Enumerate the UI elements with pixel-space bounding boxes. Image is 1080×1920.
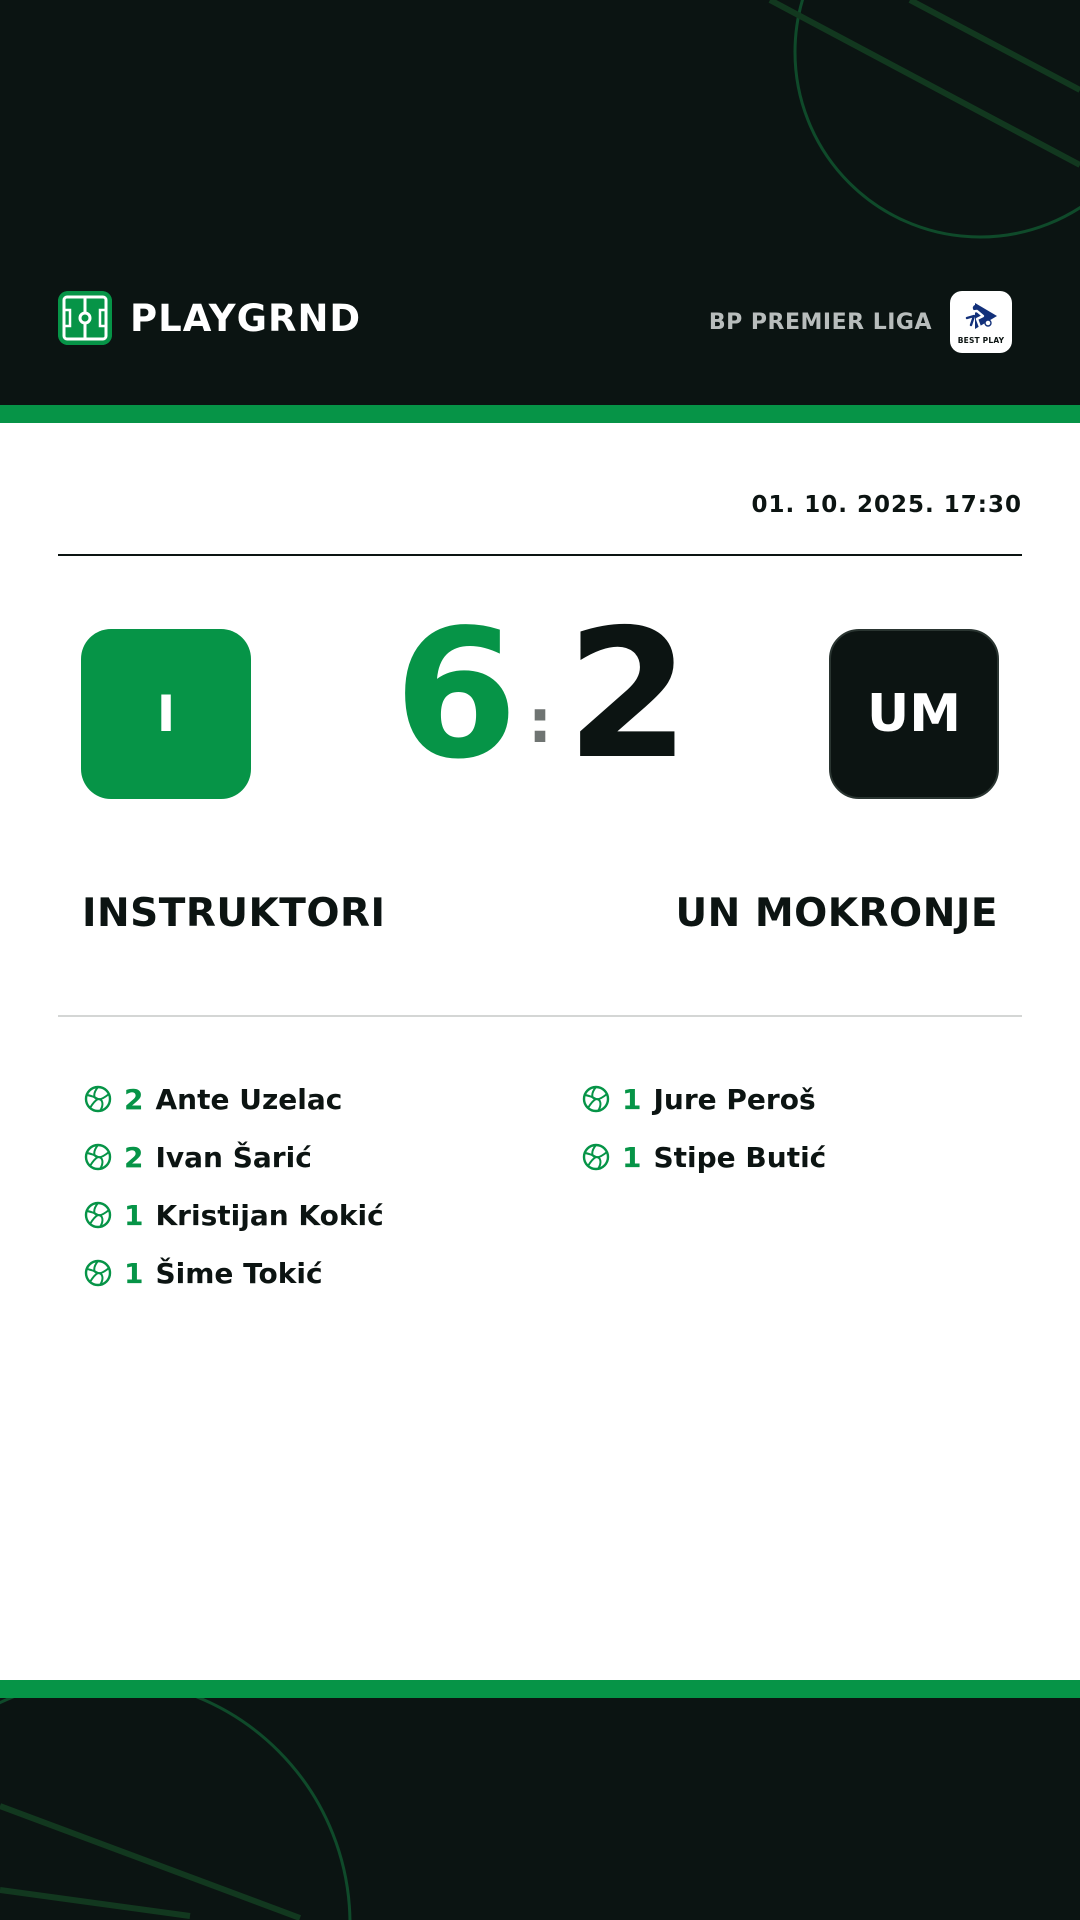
scorer-row bbox=[84, 1244, 524, 1302]
scorer-goals: 1 bbox=[622, 1140, 642, 1174]
football-icon bbox=[84, 1085, 112, 1113]
football-icon bbox=[582, 1085, 610, 1113]
home-team-badge: I bbox=[81, 629, 251, 799]
away-team-badge: UM bbox=[829, 629, 999, 799]
best-play-logo-icon bbox=[963, 299, 999, 333]
scorer-goals: 2 bbox=[124, 1082, 144, 1116]
brand bbox=[58, 291, 361, 345]
scorer-goals: 1 bbox=[124, 1198, 144, 1232]
football-pitch-icon bbox=[58, 291, 112, 345]
scorer-name: Ivan Šarić bbox=[155, 1140, 312, 1174]
league bbox=[709, 291, 1012, 353]
score-separator: : bbox=[528, 687, 552, 757]
scorer-name: Stipe Butić bbox=[653, 1140, 827, 1174]
scorer-row bbox=[84, 1186, 524, 1244]
football-icon bbox=[84, 1259, 112, 1287]
header bbox=[0, 0, 1080, 405]
league-logo-text: BEST PLAY bbox=[957, 336, 1005, 345]
header-accent-stripe bbox=[0, 405, 1080, 423]
scorer-goals: 2 bbox=[124, 1140, 144, 1174]
divider bbox=[58, 554, 1022, 556]
scorer-name: Ante Uzelac bbox=[155, 1082, 343, 1116]
scorer-row bbox=[582, 1128, 1022, 1186]
scorer-row bbox=[582, 1070, 1022, 1128]
footer-accent-stripe bbox=[0, 1680, 1080, 1698]
league-logo bbox=[950, 291, 1012, 353]
football-icon bbox=[582, 1143, 610, 1171]
home-scorers-list bbox=[84, 1070, 524, 1302]
scorer-name: Šime Tokić bbox=[155, 1256, 323, 1290]
pitch-lines-decoration bbox=[0, 1698, 1080, 1920]
footer bbox=[0, 1698, 1080, 1920]
away-score: 2 bbox=[566, 591, 690, 798]
football-icon bbox=[84, 1201, 112, 1229]
scorer-name: Kristijan Kokić bbox=[155, 1198, 384, 1232]
football-icon bbox=[84, 1143, 112, 1171]
away-scorers-list bbox=[582, 1070, 1022, 1186]
divider bbox=[58, 1015, 1022, 1017]
scorer-goals: 1 bbox=[124, 1256, 144, 1290]
scorer-name: Jure Peroš bbox=[653, 1082, 816, 1116]
scorer-row bbox=[84, 1070, 524, 1128]
home-score: 6 bbox=[394, 591, 518, 798]
league-name: BP PREMIER LIGA bbox=[708, 309, 932, 335]
scorer-goals: 1 bbox=[622, 1082, 642, 1116]
away-team-name: UN MOKRONJE bbox=[675, 891, 998, 936]
home-team-name: INSTRUKTORI bbox=[82, 891, 386, 936]
scorer-row bbox=[84, 1128, 524, 1186]
match-datetime: 01. 10. 2025. 17:30 bbox=[751, 492, 1022, 518]
brand-name: PLAYGRND bbox=[130, 296, 362, 340]
